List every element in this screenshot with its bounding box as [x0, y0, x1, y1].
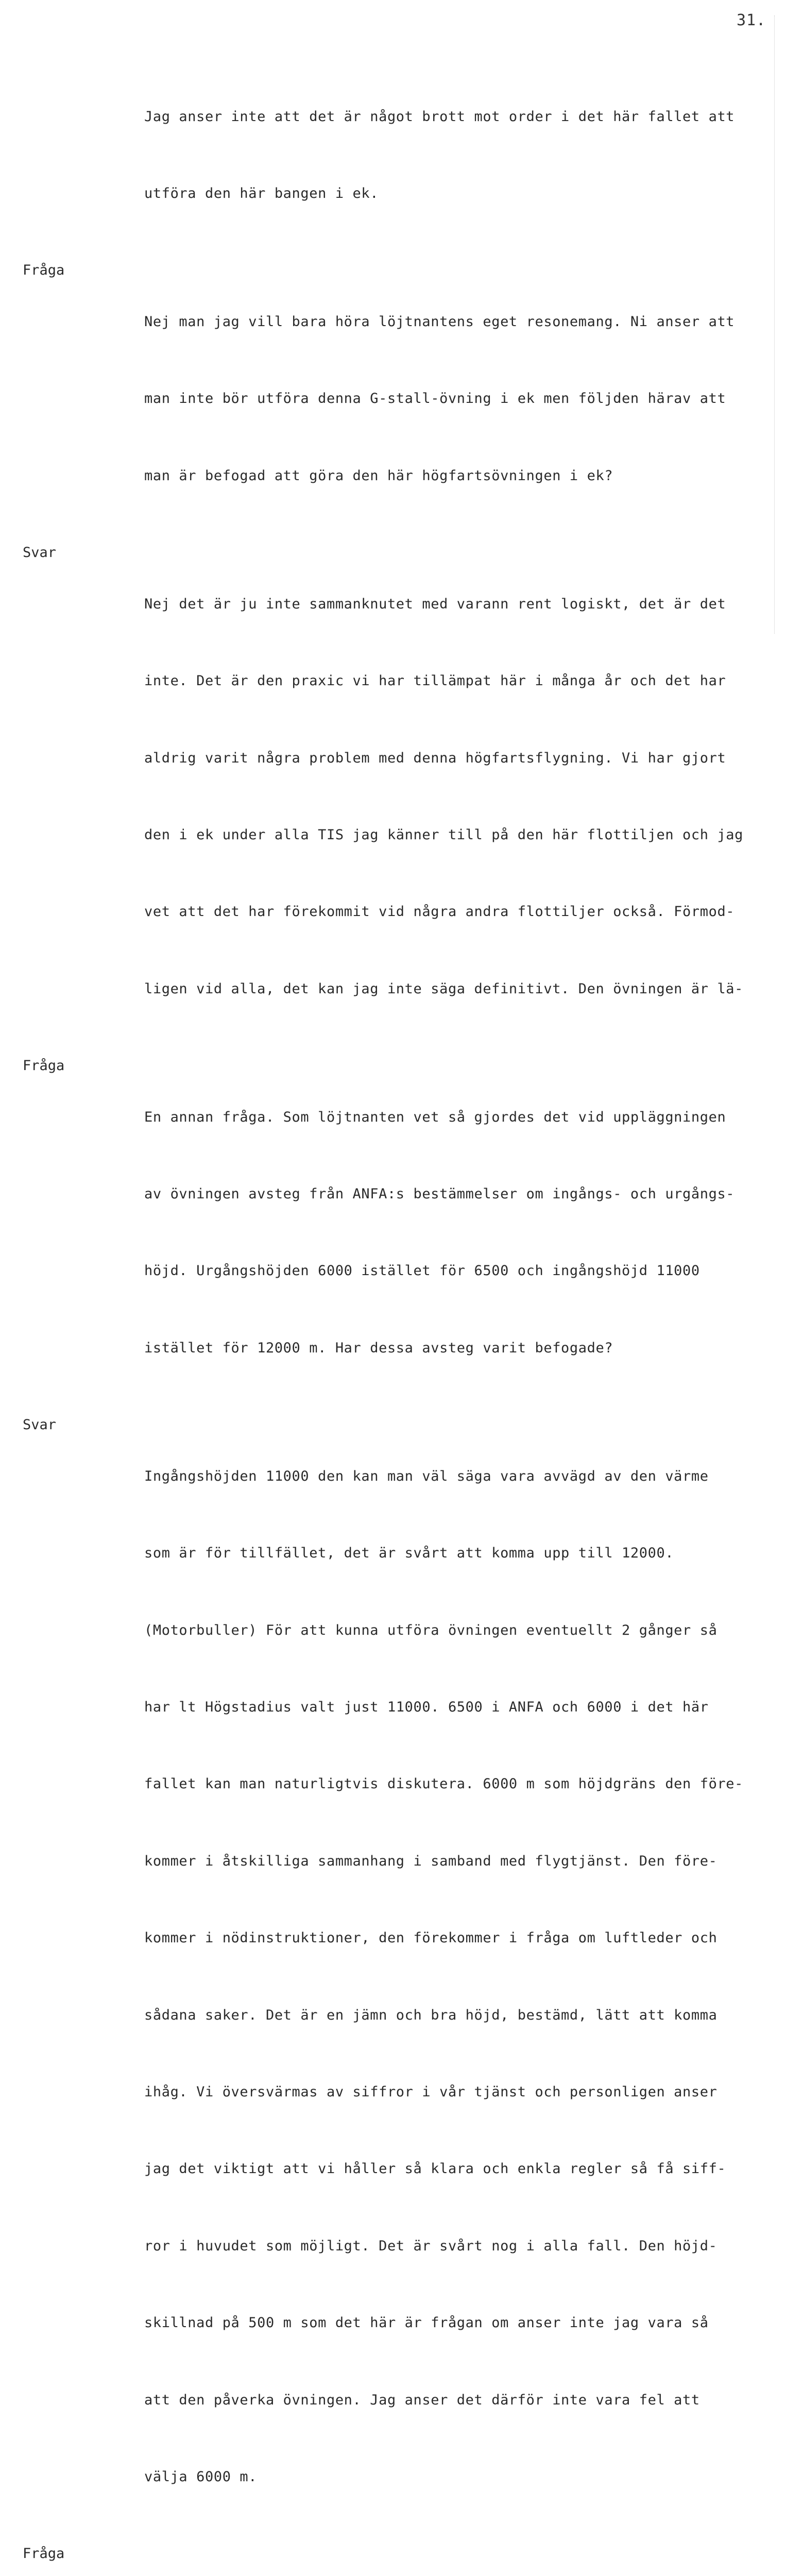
text-line: Nej man jag vill bara höra löjtnantens eget resonemang. Ni anser att [144, 313, 735, 330]
text-line: jag det viktigt att vi håller så klara och enkla regler så få siff- [144, 2161, 726, 2177]
transcript-entry [0, 2541, 773, 2576]
text-line: utföra den här bangen i ek. [144, 185, 379, 201]
transcript [0, 53, 786, 2576]
text-line: av övningen avsteg från ANFA:s bestämmelser om ingångs- och urgångs- [144, 1186, 735, 1202]
entry-text [144, 540, 773, 1053]
entry-text [144, 1053, 773, 1412]
transcript-entry [0, 1053, 773, 1412]
speaker-label: Svar [23, 1417, 57, 1433]
text-line: Nej det är ju inte sammanknutet med varann rent logiskt, det är det [144, 596, 726, 612]
text-line: man inte bör utföra denna G-stall-övning i ek men följden härav att [144, 391, 726, 407]
text-line: sådana saker. Det är en jämn och bra höjd, bestämd, lätt att komma [144, 2007, 717, 2023]
text-line: Jag anser inte att det är något brott mot order i det här fallet att [144, 108, 735, 125]
speaker-label: Svar [23, 545, 57, 561]
entry-text [144, 2541, 773, 2576]
transcript-entry [0, 53, 773, 258]
entry-text [144, 53, 773, 258]
entry-text [144, 258, 773, 540]
page-number: 31. [737, 11, 766, 29]
text-line: (Motorbuller) För att kunna utföra övningen eventuellt 2 gånger så [144, 1622, 717, 1638]
transcript-entry [0, 258, 773, 540]
text-line: att den påverka övningen. Jag anser det därför inte vara fel att [144, 2392, 700, 2408]
text-line: Ingångshöjden 11000 den kan man väl säga vara avvägd av den värme [144, 1468, 709, 1484]
transcript-entry [0, 540, 773, 1053]
speaker-label: Fråga [23, 262, 65, 279]
transcript-entry [0, 1412, 773, 2541]
text-line: som är för tillfället, det är svårt att komma upp till 12000. [144, 1545, 674, 1562]
text-line: den i ek under alla TIS jag känner till på den här flottiljen och jag [144, 826, 744, 843]
text-line: ror i huvudet som möjligt. Det är svårt nog i alla fall. Den höjd- [144, 2238, 717, 2254]
text-line: fallet kan man naturligtvis diskutera. 6000 m som höjdgräns den före- [144, 1776, 744, 1792]
text-line: har lt Högstadius valt just 11000. 6500 i ANFA och 6000 i det här [144, 1699, 709, 1715]
text-line: inte. Det är den praxic vi har tillämpat här i många år och det har [144, 673, 726, 689]
text-line: välja 6000 m. [144, 2468, 258, 2485]
speaker-label: Fråga [23, 2546, 65, 2562]
text-line: istället för 12000 m. Har dessa avsteg varit befogade? [144, 1340, 613, 1356]
text-line: man är befogad att göra den här högfartsövningen i ek? [144, 467, 613, 484]
entry-text [144, 1412, 773, 2541]
text-line: vet att det har förekommit vid några andra flottiljer också. Förmod- [144, 904, 735, 920]
text-line: aldrig varit några problem med denna högfartsflygning. Vi har gjort [144, 750, 726, 766]
text-line: kommer i nödinstruktioner, den förekommer i fråga om luftleder och [144, 1930, 717, 1946]
text-line: höjd. Urgångshöjden 6000 istället för 6500 och ingångshöjd 11000 [144, 1263, 700, 1279]
text-line: ihåg. Vi översvärmas av siffror i vår tjänst och personligen anser [144, 2083, 717, 2100]
text-line: skillnad på 500 m som det här är frågan om anser inte jag vara så [144, 2315, 709, 2331]
text-line: ligen vid alla, det kan jag inte säga definitivt. Den övningen är lä- [144, 980, 744, 997]
text-line: kommer i åtskilliga sammanhang i samband med flygtjänst. Den före- [144, 1853, 717, 1869]
text-line: En annan fråga. Som löjtnanten vet så gjordes det vid uppläggningen [144, 1109, 726, 1125]
speaker-label: Fråga [23, 1058, 65, 1074]
